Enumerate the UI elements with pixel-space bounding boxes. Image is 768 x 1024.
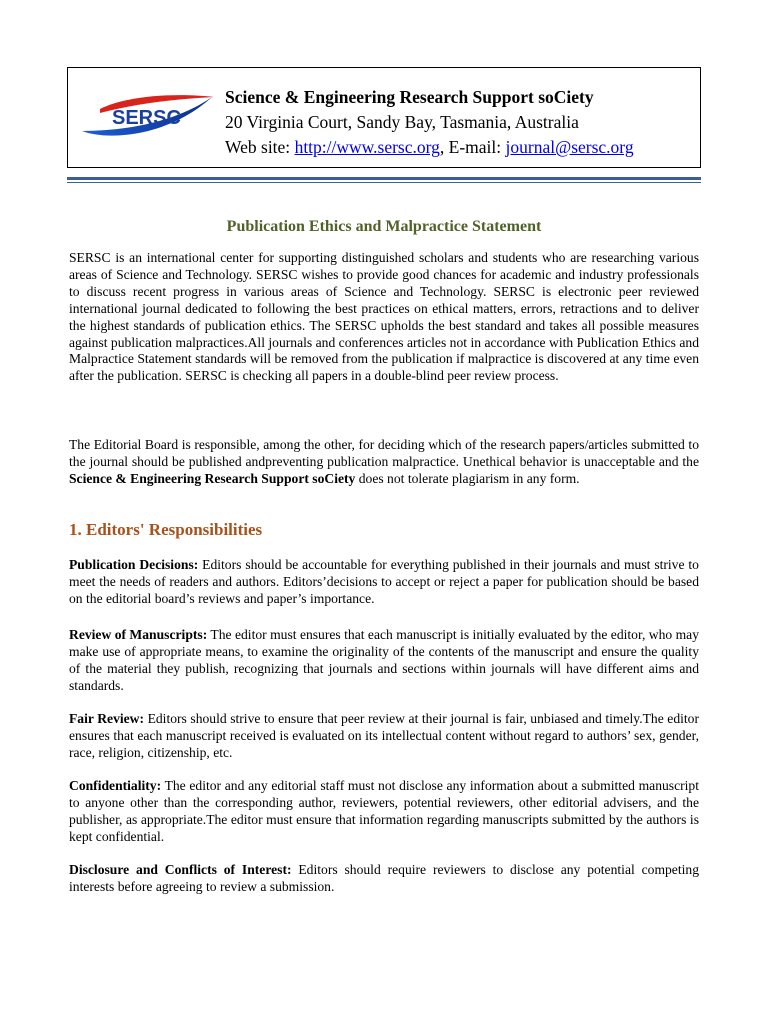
item-label: Disclosure and Conflicts of Interest: [69,862,292,877]
intro-p2-text-c: does not tolerate plagiarism in any form. [355,470,580,486]
intro-p2-text-a: The Editorial Board is responsible, among the other, for deciding which of the research papers/articles submitted to the journal should be published andpreventing publication malpractice. Unethical behavior is unacceptable and the [69,437,699,469]
item-label: Fair Review: [69,711,145,726]
logo-text: SERSC [112,107,181,129]
item-text: Editors should strive to ensure that peer review at their journal is fair, unbiased and timely.The editor ensures that each manuscript received is evaluated on its intellectual content without regard to authors’ sex, gender, race, religion, citizenship, etc. [69,711,700,760]
item-label: Confidentiality: [69,778,162,793]
header-divider-thin [67,182,701,183]
section-heading-editors: 1. Editors' Responsibilities [69,520,263,539]
item-publication-decisions [69,557,699,608]
journal-header [67,67,701,168]
document-title: Publication Ethics and Malpractice Statement [226,218,542,235]
sersc-logo [78,91,216,141]
org-address: 20 Virginia Court, Sandy Bay, Tasmania, Australia [225,112,579,132]
item-text: The editor must ensures that each manuscript is initially evaluated by the editor, who may make use of appropriate means, to examine the originality of the contents of the manuscript and ensure the quality of the material they publish, recognizing that journals and sections within journals will have different aims and standards. [69,627,699,693]
email-label: , E-mail: [439,137,506,157]
item-fair-review [69,711,699,762]
item-disclosure-conflicts [69,862,699,896]
intro-paragraph-1: SERSC is an international center for supporting distinguished scholars and students who are researching various areas of Science and Technology. SERSC wishes to provide good chances for academic and industry professionals to discuss recent progress in various areas of Science and Technology. SERSC is electronic peer reviewed international journal dedicated to following the best practices on ethical matters, errors, retractions and to deliver the highest standards of publication ethics. The SERSC upholds the best standard and takes all possible measures against publication malpractices.All journals and conferences articles not in accordance with Publication Ethics and Malpractice Statement standards will be removed from the publication if malpractice is discovered at any time even after the publication. SERSC is checking all papers in a double-blind peer review process. [69,250,699,384]
intro-paragraph-2 [69,437,699,488]
item-confidentiality [69,778,699,846]
item-text: The editor and any editorial staff must not disclose any information about a submitted manuscript to anyone other than the corresponding author, reviewers, potential reviewers, other editorial advisers, and the publisher, as appropriate.The editor must ensure that information regarding manuscripts submitted by the authors is kept confidential. [69,778,699,844]
website-link[interactable]: http://www.sersc.org [294,137,440,157]
org-name: Science & Engineering Research Support soCiety [225,87,594,107]
intro-p2-org-name: Science & Engineering Research Support soCiety [69,470,356,486]
item-label: Publication Decisions: [69,557,199,572]
item-text: Editors should require reviewers to disclose any potential competing interests before agreeing to review a submission. [69,862,699,894]
email-link[interactable]: journal@sersc.org [505,137,634,157]
item-text: Editors should be accountable for everything published in their journals and must strive to meet the needs of readers and authors. Editors’decisions to accept or reject a paper for publication should be based on the editorial board’s reviews and paper’s importance. [69,557,699,606]
item-label: Review of Manuscripts: [69,627,208,642]
item-review-of-manuscripts [69,627,699,695]
website-label: Web site: [225,137,295,157]
contact-line [225,135,634,160]
header-text-block [225,85,634,160]
header-divider-thick [67,177,701,180]
